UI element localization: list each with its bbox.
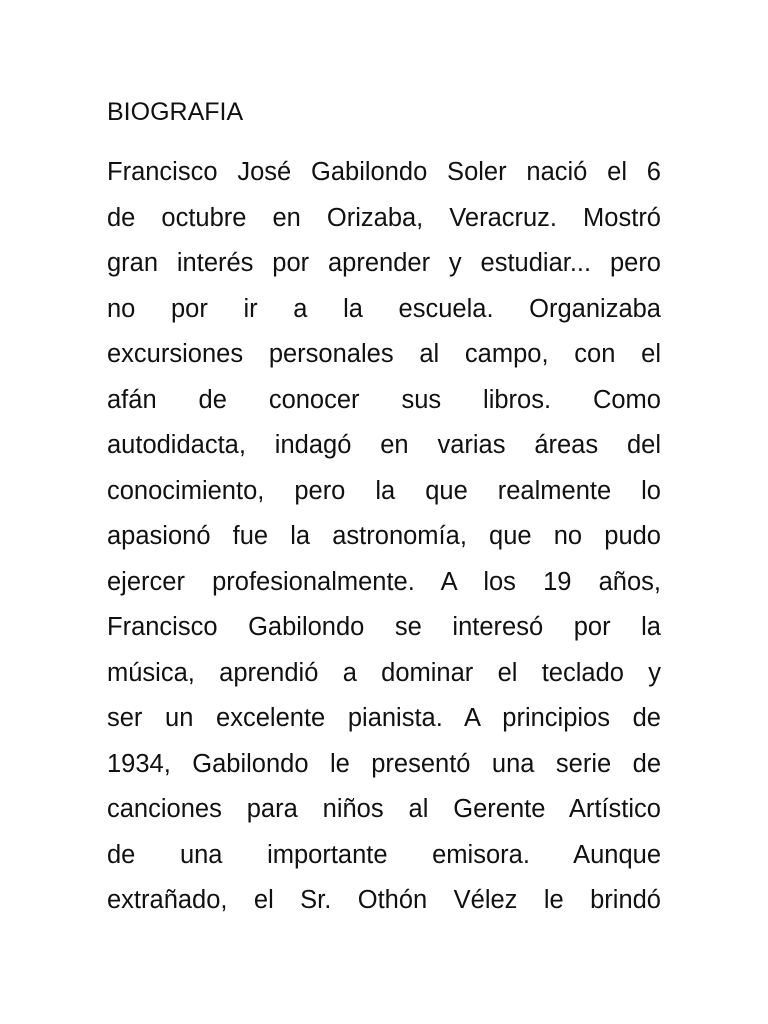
text-line: de octubre en Orizaba, Veracruz. Mostró (107, 203, 661, 232)
text-line: excursiones personales al campo, con el (107, 340, 661, 368)
text-line: gran interés por aprender y estudiar... pero (107, 249, 661, 277)
text-line: extrañado, el Sr. Othón Vélez le brindó (107, 886, 661, 914)
text-line: música, aprendió a dominar el teclado y (107, 658, 661, 687)
text-line: no por ir a la escuela. Organizaba (107, 294, 661, 323)
document-heading: BIOGRAFIA (107, 98, 244, 126)
text-line: canciones para niños al Gerente Artístico (107, 795, 661, 823)
text-line: 1934, Gabilondo le presentó una serie de (107, 749, 661, 778)
body-paragraph (107, 150, 661, 924)
text-line: de una importante emisora. Aunque (107, 840, 661, 869)
text-line: ser un excelente pianista. A principios de (107, 704, 661, 732)
text-line: Francisco José Gabilondo Soler nació el 6 (107, 158, 661, 186)
text-line: ejercer profesionalmente. A los 19 años, (107, 567, 661, 596)
text-line: conocimiento, pero la que realmente lo (107, 476, 661, 505)
text-line: autodidacta, indagó en varias áreas del (107, 431, 661, 459)
text-line: apasionó fue la astronomía, que no pudo (107, 522, 661, 550)
text-line: Francisco Gabilondo se interesó por la (107, 613, 661, 641)
text-line: afán de conocer sus libros. Como (107, 385, 661, 414)
